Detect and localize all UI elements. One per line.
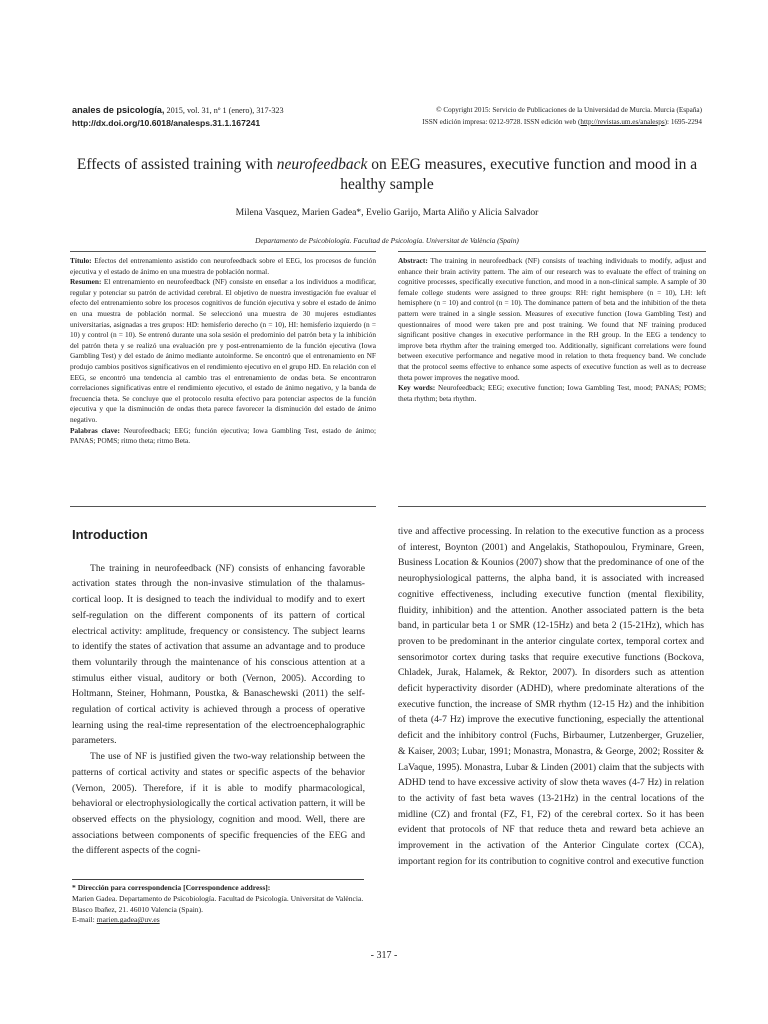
body-column-left	[72, 524, 365, 859]
affiliation: Departamento de Psicobiología. Facultad de Psicología. Universitat de València (Spain)	[255, 236, 519, 245]
journal-name: anales de psicología,	[72, 105, 165, 115]
title-part2: on EEG measures, executive function and mood in a healthy sample	[340, 156, 698, 193]
journal-header	[72, 104, 372, 129]
paper-title	[72, 155, 702, 195]
copyright-line: © Copyright 2015: Servicio de Publicaciones de la Universidad de Murcia. Murcia (España)	[436, 106, 702, 114]
authors: Milena Vasquez, Marien Gadea*, Evelio Garijo, Marta Aliño y Alicia Salvador	[235, 207, 539, 218]
doi-link[interactable]: http://dx.doi.org/10.6018/analesps.31.1.167241	[72, 118, 261, 128]
title-italic: neurofeedback	[276, 156, 368, 173]
footnote-address: Marien Gadea. Departamento de Psicobiología. Facultad de Psicología. Universitat de València. Blasco Ibañez, 21. 46010 Valencia (Spain).	[72, 893, 364, 914]
email-link[interactable]: marien.gadea@uv.es	[96, 915, 160, 925]
email-label: E-mail:	[72, 915, 97, 925]
resumen-text: El entrenamiento en neurofeedback (NF) consiste en enseñar a los individuos a modificar, regular y potenciar su patrón de actividad cerebral. El objetivo de nuestra investigación fue evaluar el efecto del entrenamiento sobre los procesos cognitivos de función ejecutiva y sobre el estado de ánimo en una muestra de población normal. Se seleccionó una muestra de 30 mujeres estudiantes universitarias, asignadas a tres grupos: HD: hemisferio derecho (n = 10), HI: hemisferio izquierdo (n = 10) y control (n = 10). Se entrenó durante una sola sesión el predominio del patrón beta y la inhibición del patrón theta y se realizó una evaluación pre y post-entrenamiento de la función ejecutiva (Iowa Gambling Test) y del estado de ánimo mediante autoinforme. Se encontró que el entrenamiento en NF produjo cambios positivos significativos en el rendimiento ejecutivo en el grupo HD. En relación con el EEG, se encontró una tendencia al cambio tras el entrenamiento de ondas beta. Se encontraron correlaciones significativas entre el rendimiento ejecutivo, el estado de ánimo negativo, y la banda de frecuencia theta. Se concluye que el protocolo resulta efectivo para potenciar aspectos de la función ejecutiva y que la disminución de ondas theta parece favorecer la disminución del estado de ánimo negativo.	[70, 277, 376, 424]
abstract-paragraph	[398, 256, 706, 383]
footnote-title: * Dirección para correspondencia [Correspondence address]:	[72, 883, 271, 892]
page-number: - 317 -	[370, 950, 398, 961]
keywords-paragraph	[398, 383, 706, 404]
issn-end: ): 1695-2294	[664, 118, 702, 126]
titulo-label: Título:	[70, 256, 92, 265]
abstract-label: Abstract:	[398, 256, 428, 265]
abstract-spanish	[70, 251, 376, 507]
section-heading: Introduction	[72, 527, 148, 542]
correspondence-footnote	[72, 879, 364, 926]
claves-label: Palabras clave:	[70, 425, 120, 435]
journal-meta: 2015, vol. 31, nº 1 (enero), 317-323	[164, 106, 284, 115]
abstract-english	[398, 251, 706, 507]
claves-text: Neurofeedback; EEG; función ejecutiva; Iowa Gambling Test, estado de ánimo; PANAS; POMS; ritmo theta; ritmo Beta.	[70, 425, 376, 446]
claves-paragraph	[70, 426, 376, 447]
titulo-text: Efectos del entrenamiento asistido con neurofeedback sobre el EEG, los procesos de función ejecutiva y el estado de ánimo en una muestra de población normal.	[70, 256, 376, 276]
journal-website-link[interactable]: http://revistas.um.es/analesps	[580, 118, 665, 126]
footnote-email-line	[72, 915, 364, 926]
keywords-text: Neurofeedback; EEG; executive function; Iowa Gambling Test, mood; PANAS; POMS; theta rhythm; beta rhythm.	[398, 383, 706, 403]
intro-paragraph-2: The use of NF is justified given the two-way relationship between the patterns of cortical activity and states or specific aspects of the behavior (Vernon, 2005). Therefore, if it is able to modify pharmacological, behavioral or electrophysiologically the cortical activation pattern, it will be observed effects on the physiology, cognition and mood. Well, there are associations between components of specific frequencies of the EEG and the different aspects of the cogni-	[72, 751, 365, 857]
issn-line	[342, 116, 702, 128]
resumen-label: Resumen:	[70, 277, 102, 287]
titulo-paragraph	[70, 256, 376, 277]
keywords-label: Key words:	[398, 383, 436, 393]
intro-paragraph-1: The training in neurofeedback (NF) consists of enhancing favorable activation states through the non-invasive stimulation of the thalamus-cortical loop. It is designed to teach the individual to modify and to exert self-regulation on the different components of its pattern of cortical electrical activity: amplitude, frequency or consistency. The subject learns to identify the states of activation that assume an advantage and to produce them voluntarily through the maintenance of his conscious attention at a stimulus either visual, auditory or both (Vernon, 2005). According to Holtmann, Steiner, Hohmann, Poustka, & Banaschewski (2011) the self-regulation of cortical activity is achieved through a process of operative learning using the real-time representation of the electroencephalographic parameters.	[72, 562, 365, 747]
resumen-paragraph	[70, 277, 376, 425]
intro-paragraph-3: tive and affective processing. In relation to the executive function as a process of interest, Boynton (2001) and Angelakis, Stathopoulou, Fryminare, Green, Business Location & Kounios (2007) show that the predominance of one of the neurophysiological patterns, the alpha band, it is associated with increased cognitive effectiveness, including executive function (mental flexibility, fluidity, inhibition) and the attention. Another associated pattern is the beta band, in particular beta 1 or SMR (12-15Hz) and beta 2 (15-21Hz), which has proven to be predominant in the anterior cingulate cortex, temporal cortex and sensorimotor cortex during tasks that require executive functions (Bockova, Chladek, Jurak, Halamek, & Rektor, 2007). In disorders such as attention deficit hyperactivity disorder (ADHD), where predominate alterations of the executive function, the increase of SMR rhythm (12-15 Hz) and the inhibition of theta (4-7 Hz) improve the executive functioning, especially the attentional deficit and the inhibitory control (Fuchs, Birbaumer, Lutzenberger, Gruzelier, & Kaiser, 2003; Lubar, 1991; Monastra, Monastra, & George, 2002; Rossiter & LaVaque, 1995). Monastra, Lubar & Linden (2001) claim that the subjects with ADHD tend to have excessive activity of slow theta waves (4-7 Hz) in relation to the activity of fast beta waves (13-21Hz) in the central locations of the midline (CZ) and frontal (FZ, F1, F2) of the cerebral cortex. So it has been evident that protocols of NF that reduce theta and reward beta achieve an improvement in the activation of the Anterior Cingulate cortex (CCA), important region for its contribution to cognitive control and executive function	[398, 526, 704, 867]
copyright-header	[342, 104, 702, 128]
issn-text: ISSN edición impresa: 0212-9728. ISSN edición web (	[422, 118, 581, 126]
title-part1: Effects of assisted training with	[76, 156, 277, 173]
body-column-right	[398, 524, 704, 869]
abstract-text: The training in neurofeedback (NF) consists of teaching individuals to modify, adjust and enhance their brain activity pattern. The aim of our research was to evaluate the effect of training on cognitive processes, specifically executive function, and mood in a non-clinical sample. A sample of 30 female college students were assigned to three groups: RH: right hemisphere (n = 10), LH: left hemisphere (n = 10) and control (n = 10). The dominance pattern of beta and the inhibition of the theta pattern were trained in a single session. Measures of executive function (Iowa Gambling Test) and questionnaires of mood were taken pre and post training. We found that NF training produced significant positive changes in executive performance in the RH group. In the EEG a tendency to improve beta rhythm after the training emerged too. Additionally, significant correlations were found between executive performance and negative mood in relation to theta frequency band. We conclude that the protocol seems effective to enhance some aspects of executive function as well as to decrease theta power improves the negative mood.	[398, 256, 706, 382]
